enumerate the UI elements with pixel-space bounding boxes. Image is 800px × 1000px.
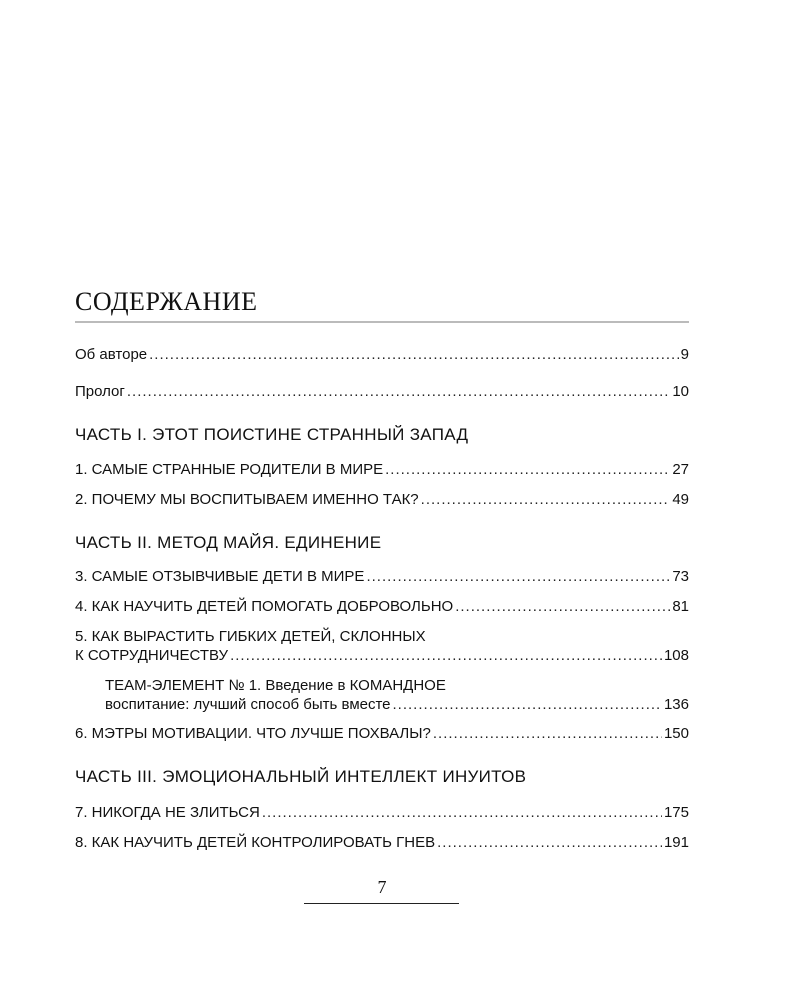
toc-entry-ch1[interactable]	[75, 460, 689, 479]
toc-entry-ch8[interactable]	[75, 833, 689, 852]
leader-dots	[393, 695, 662, 714]
toc-entry-team1-line1[interactable]	[105, 676, 689, 695]
entry-page: 27	[672, 461, 689, 478]
toc-entry-team1-line2[interactable]	[105, 695, 689, 714]
leader-dots	[230, 646, 662, 665]
toc-entry-ch3[interactable]	[75, 567, 689, 586]
toc-entry-ch5-line1[interactable]	[75, 627, 689, 646]
entry-text: Об авторе	[75, 346, 148, 363]
leader-dots	[421, 490, 671, 509]
part-heading-1[interactable]: ЧАСТЬ I. ЭТОТ ПОИСТИНЕ СТРАННЫЙ ЗАПАД	[75, 425, 469, 444]
entry-page: 108	[663, 647, 689, 664]
leader-dots	[149, 345, 679, 364]
toc-entry-prologue[interactable]	[75, 382, 689, 401]
footer-rule	[304, 903, 459, 904]
entry-text: Пролог	[75, 383, 125, 400]
entry-page: 81	[672, 598, 689, 615]
leader-dots	[437, 833, 662, 852]
entry-page: 191	[663, 834, 689, 851]
toc-entry-ch4[interactable]	[75, 597, 689, 616]
entry-text: 3. САМЫЕ ОТЗЫВЧИВЫЕ ДЕТИ В МИРЕ	[75, 568, 365, 585]
toc-page	[75, 0, 689, 1000]
entry-text: 7. НИКОГДА НЕ ЗЛИТЬСЯ	[75, 804, 260, 821]
entry-page: 10	[672, 383, 689, 400]
leader-dots	[385, 460, 670, 479]
toc-entry-ch7[interactable]	[75, 803, 689, 822]
entry-text: 2. ПОЧЕМУ МЫ ВОСПИТЫВАЕМ ИМЕННО ТАК?	[75, 491, 419, 508]
entry-page: 49	[672, 491, 689, 508]
part-heading-3[interactable]: ЧАСТЬ III. ЭМОЦИОНАЛЬНЫЙ ИНТЕЛЛЕКТ ИНУИТОВ	[75, 767, 527, 786]
toc-entry-about[interactable]	[75, 345, 689, 364]
entry-text: воспитание: лучший способ быть вместе	[105, 696, 391, 713]
toc-title: СОДЕРЖАНИЕ	[75, 287, 258, 316]
leader-dots	[127, 382, 670, 401]
part-heading-2[interactable]: ЧАСТЬ II. МЕТОД МАЙЯ. ЕДИНЕНИЕ	[75, 533, 382, 552]
entry-text: 5. КАК ВЫРАСТИТЬ ГИБКИХ ДЕТЕЙ, СКЛОННЫХ	[75, 628, 426, 645]
toc-entry-ch6[interactable]	[75, 724, 689, 743]
leader-dots	[455, 597, 670, 616]
entry-text: 4. КАК НАУЧИТЬ ДЕТЕЙ ПОМОГАТЬ ДОБРОВОЛЬНО	[75, 598, 454, 615]
leader-dots	[262, 803, 662, 822]
entry-text: К СОТРУДНИЧЕСТВУ	[75, 647, 229, 664]
entry-text: 1. САМЫЕ СТРАННЫЕ РОДИТЕЛИ В МИРЕ	[75, 461, 384, 478]
entry-text: TEAM-ЭЛЕМЕНТ № 1. Введение в КОМАНДНОЕ	[105, 677, 446, 694]
entry-text: 6. МЭТРЫ МОТИВАЦИИ. ЧТО ЛУЧШЕ ПОХВАЛЫ?	[75, 725, 431, 742]
leader-dots	[433, 724, 662, 743]
entry-page: 175	[663, 804, 689, 821]
toc-entry-ch5-line2[interactable]	[75, 646, 689, 665]
leader-dots	[366, 567, 670, 586]
entry-page: 73	[672, 568, 689, 585]
title-rule	[75, 321, 689, 323]
entry-page: 150	[663, 725, 689, 742]
entry-page: 9	[680, 346, 689, 363]
page-number: 7	[377, 877, 387, 897]
entry-page: 136	[663, 696, 689, 713]
toc-entry-ch2[interactable]	[75, 490, 689, 509]
entry-text: 8. КАК НАУЧИТЬ ДЕТЕЙ КОНТРОЛИРОВАТЬ ГНЕВ	[75, 834, 436, 851]
